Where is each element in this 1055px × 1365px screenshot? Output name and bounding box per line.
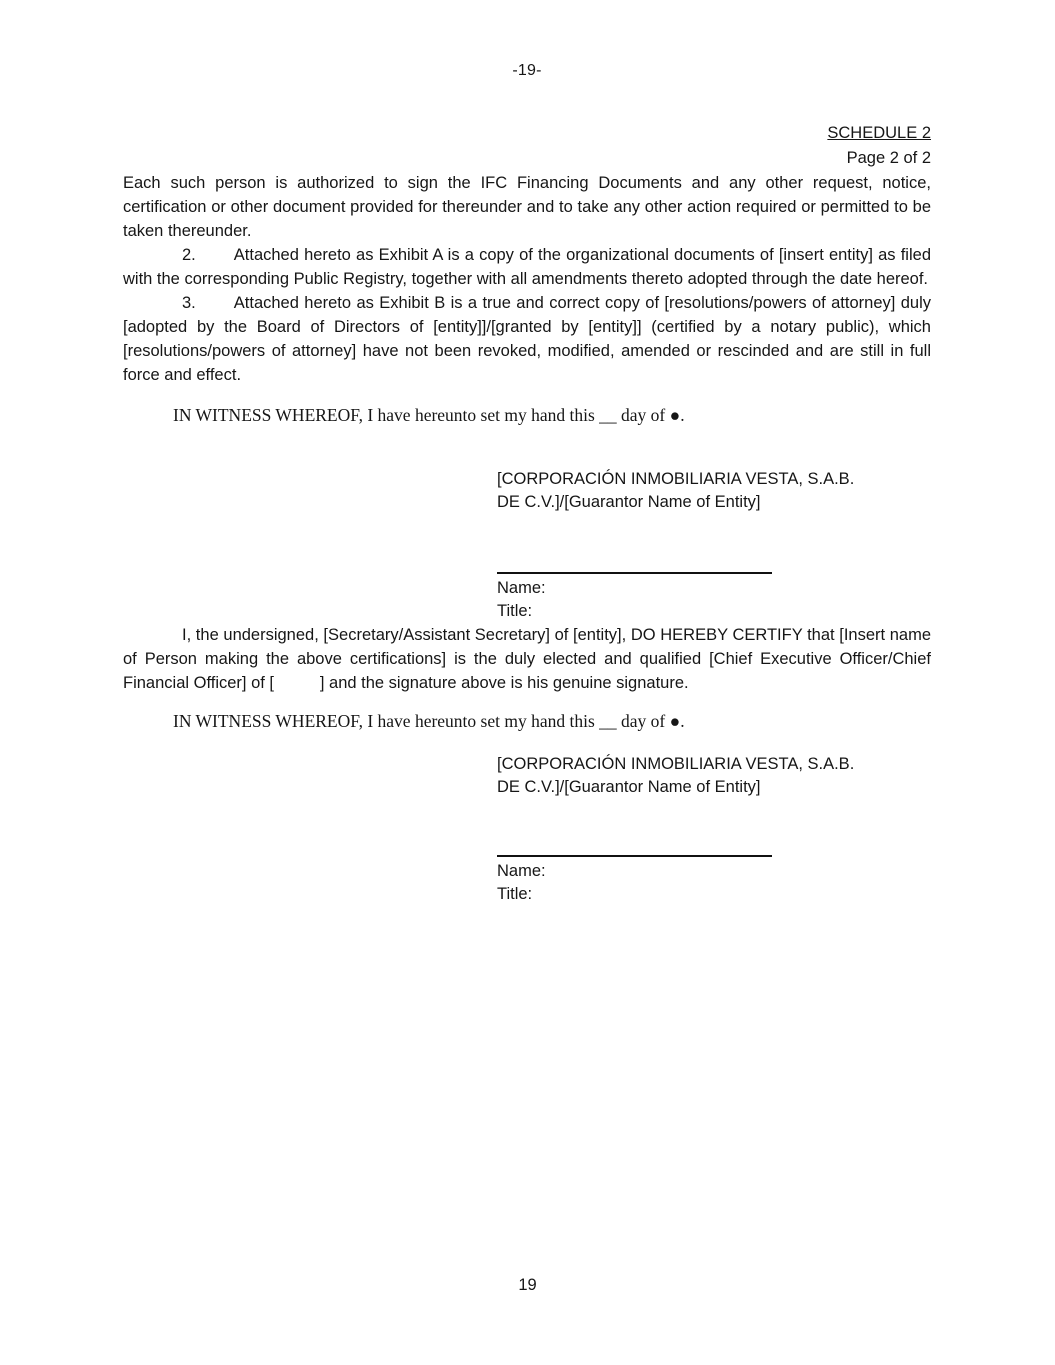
signature-name-label: Name: <box>497 579 546 597</box>
paragraph-item-2-text: Attached hereto as Exhibit A is a copy of the organizational documents of [insert entity] as filed with the corresponding Public Registry, together with all amendments thereto adopted through the date hereof. <box>123 246 931 288</box>
signature-entity-line-2: DE C.V.]/[Guarantor Name of Entity] <box>497 778 761 796</box>
paragraph-authorization: Each such person is authorized to sign the IFC Financing Documents and any other request, notice, certification or other document provided for thereunder and to take any other action required or permitted to be taken thereunder. <box>123 174 931 240</box>
witness-clause-2: IN WITNESS WHEREOF, I have hereunto set my hand this __ day of ●. <box>173 711 685 731</box>
paragraph-certification: I, the undersigned, [Secretary/Assistant Secretary] of [entity], DO HEREBY CERTIFY that [Insert name of Person making the above certifications] is the duly elected and qualified [Chief Executive Officer/Chief Financial Officer] of [ ] and the signature above is his genuine signature. <box>123 626 936 692</box>
witness-clause-1: IN WITNESS WHEREOF, I have hereunto set my hand this __ day of ●. <box>173 405 685 425</box>
signature-title-label: Title: <box>497 602 533 620</box>
paragraph-item-3 <box>123 291 931 387</box>
paragraph-item-2 <box>123 243 931 291</box>
signature-title-label: Title: <box>497 885 533 903</box>
schedule-heading <box>123 121 931 171</box>
paragraph-item-3-number: 3. <box>182 294 196 312</box>
signature-entity-line-2: DE C.V.]/[Guarantor Name of Entity] <box>497 493 761 511</box>
signature-block-2 <box>497 753 947 906</box>
footer-page-number: 19 <box>518 1276 537 1294</box>
paragraph-item-3-text: Attached hereto as Exhibit B is a true and correct copy of [resolutions/powers of attorney] duly [adopted by the Board of Directors of [entity]]/[granted by [entity]] (certified by a notary public), which [resolutions/powers of attorney] have not been revoked, modified, amended or rescinded and are still in full force and effect. <box>123 294 931 384</box>
schedule-title: SCHEDULE 2 <box>827 124 931 142</box>
schedule-page-indicator: Page 2 of 2 <box>846 149 931 167</box>
signature-block-1 <box>497 468 947 623</box>
header-page-number: -19- <box>512 62 542 79</box>
signature-entity-line-1: [CORPORACIÓN INMOBILIARIA VESTA, S.A.B. <box>497 470 855 488</box>
paragraph-item-2-number: 2. <box>182 246 196 264</box>
signature-entity-line-1: [CORPORACIÓN INMOBILIARIA VESTA, S.A.B. <box>497 755 855 773</box>
signature-name-label: Name: <box>497 862 546 880</box>
